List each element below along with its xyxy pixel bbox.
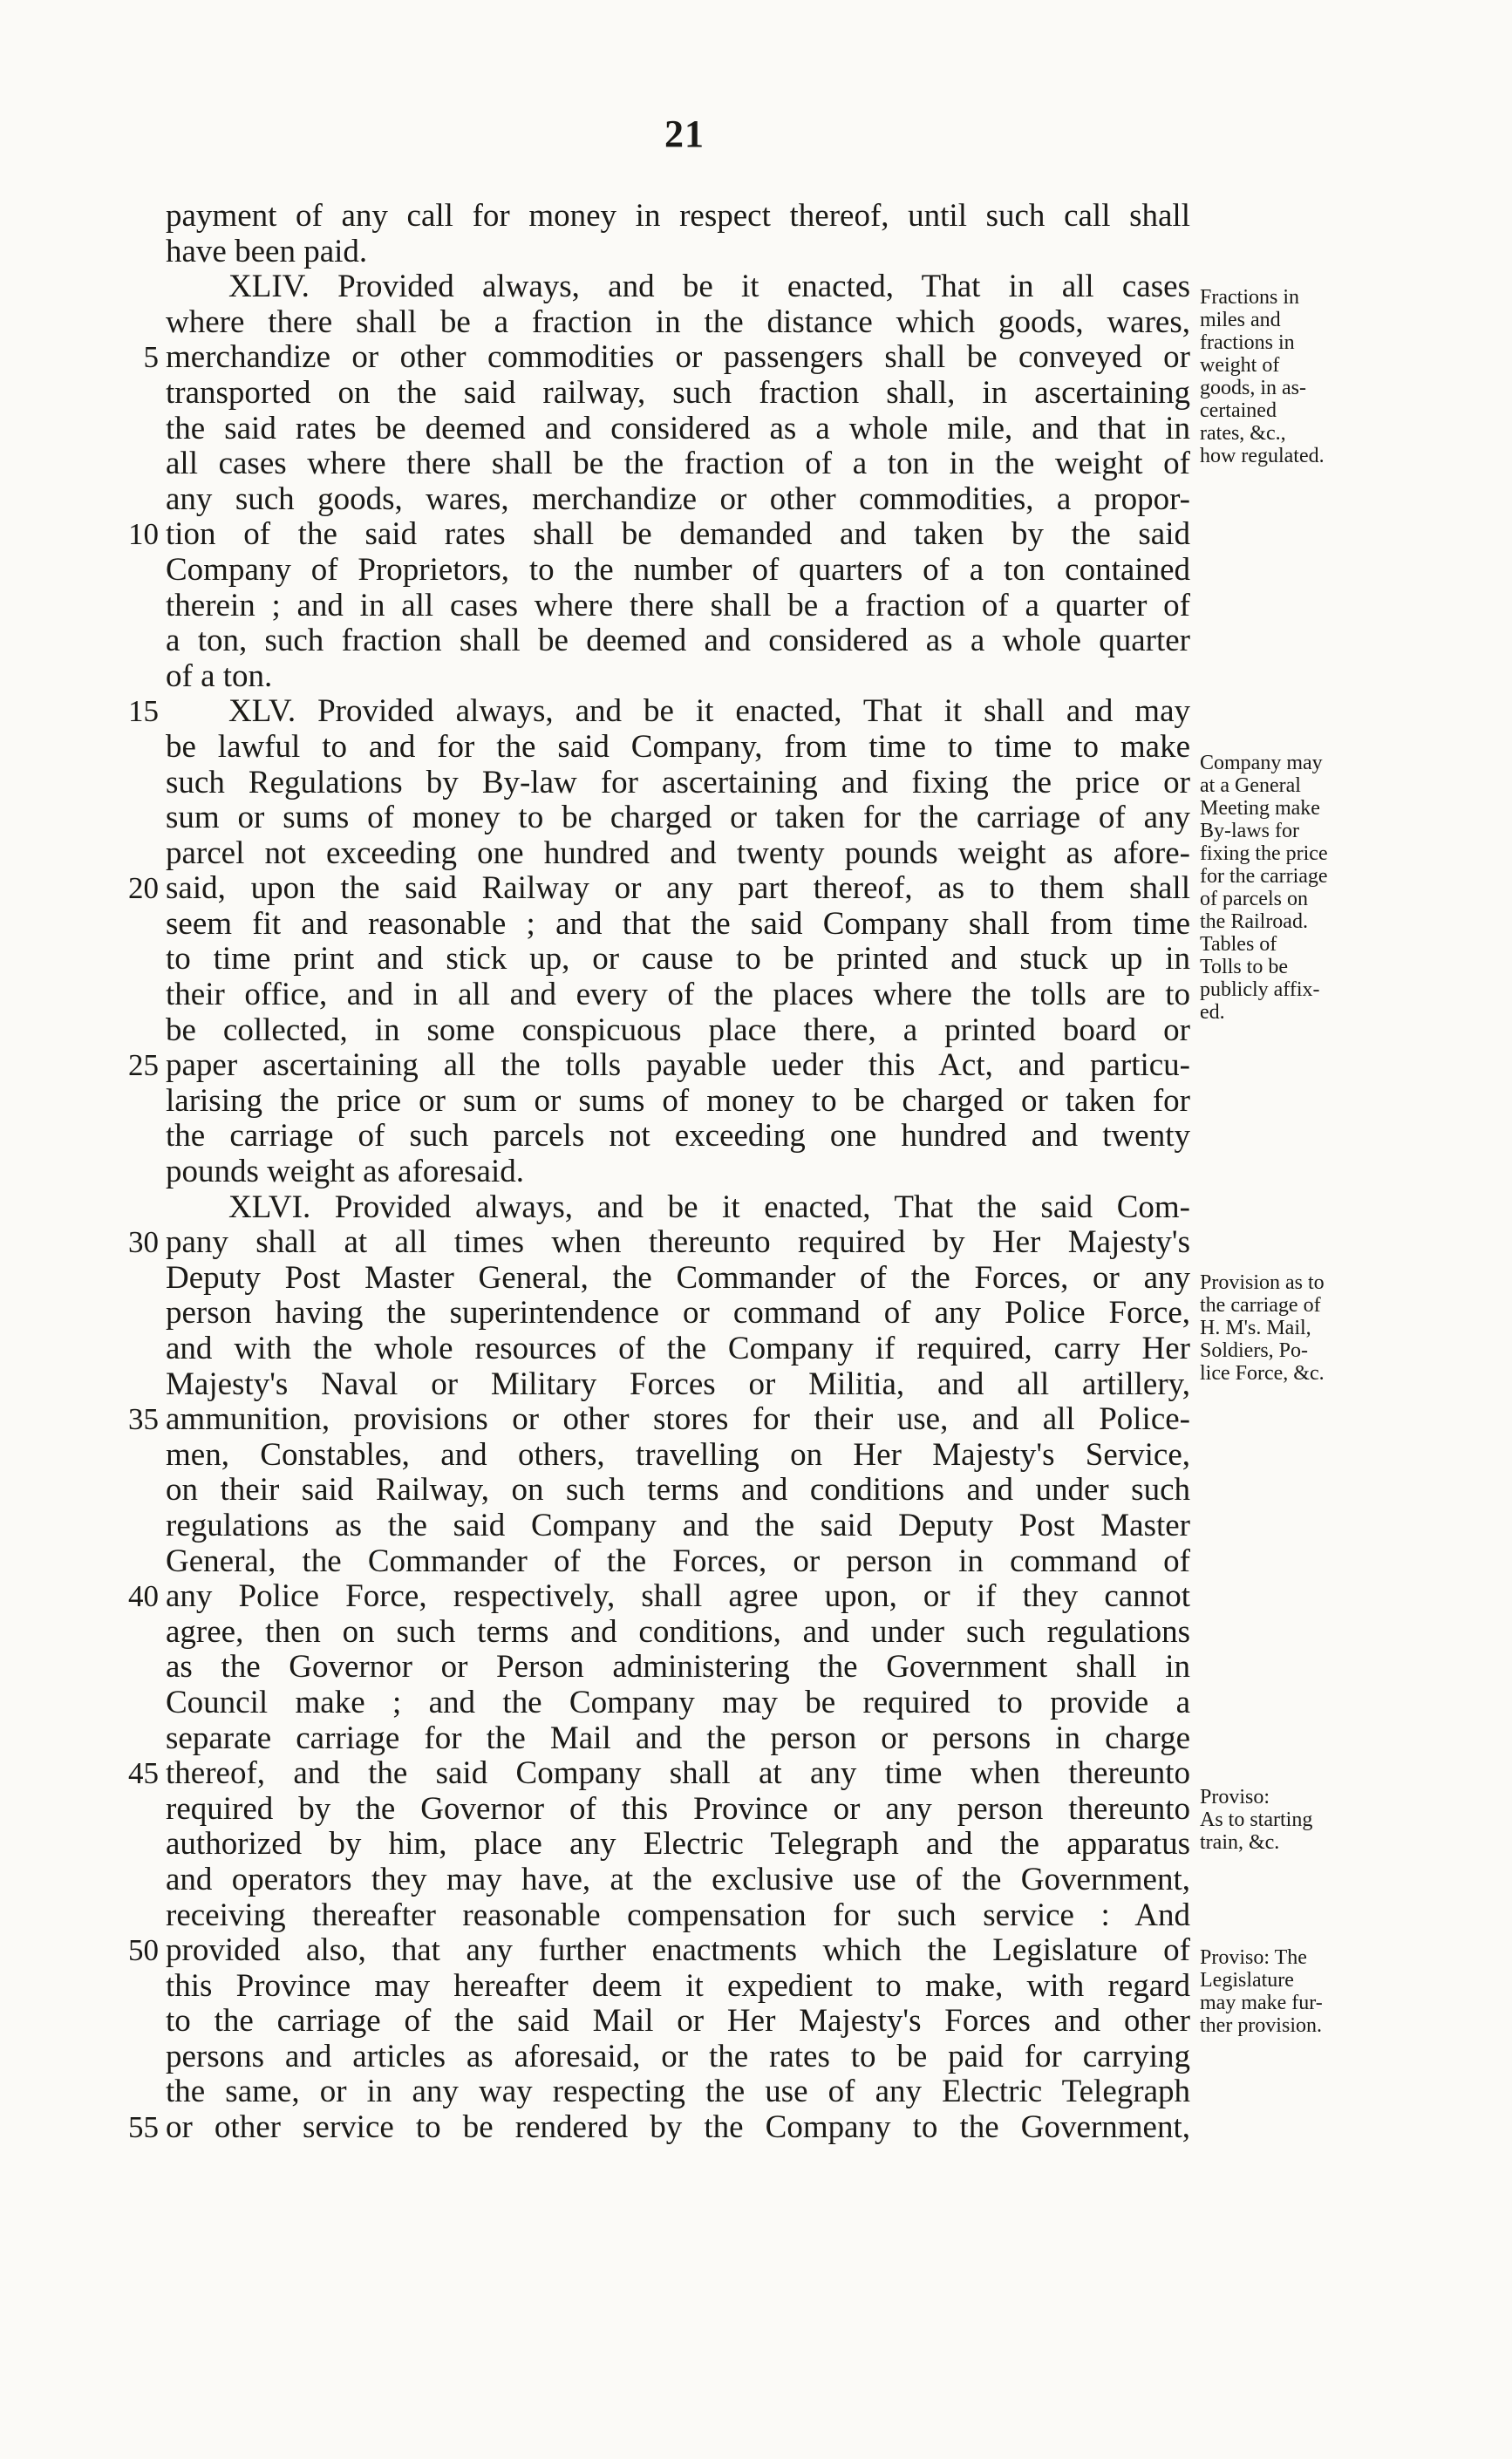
line-text: Majesty's Naval or Military Forces or Militia, and all artillery, — [166, 1366, 1190, 1402]
line-text: be collected, in some conspicuous place there, a printed board or — [166, 1012, 1190, 1048]
line-text: any Police Force, respectively, shall agree upon, or if they cannot — [166, 1578, 1190, 1615]
text-line — [166, 553, 1190, 589]
line-text: pany shall at all times when thereunto required by Her Majesty's — [166, 1224, 1190, 1261]
line-text: larising the price or sum or sums of money to be charged or taken for — [166, 1082, 1190, 1119]
line-text: have been paid. — [166, 233, 368, 269]
line-text: Company of Proprietors, to the number of quarters of a ton contained — [166, 551, 1190, 588]
text-line — [166, 1438, 1190, 1474]
text-line — [143, 339, 1190, 376]
line-text: seem fit and reasonable ; and that the said Company shall from time — [166, 905, 1190, 942]
text-line — [166, 2040, 1190, 2075]
text-line — [166, 800, 1190, 836]
text-line — [166, 1013, 1190, 1049]
margin-note-line: Fractions in — [1200, 286, 1299, 309]
margin-note-line: Soldiers, Po- — [1200, 1339, 1309, 1362]
margin-note-line: Proviso: The — [1200, 1946, 1307, 1969]
text-line — [166, 1721, 1190, 1757]
line-text: of a ton. — [166, 657, 273, 694]
margin-note-line: fixing the price — [1200, 842, 1328, 865]
margin-note-line: H. M's. Mail, — [1200, 1317, 1311, 1339]
line-text: therein ; and in all cases where there shall be a fraction of a quarter of — [166, 587, 1190, 623]
line-text: and with the whole resources of the Company if required, carry Her — [166, 1331, 1190, 1366]
body-text — [128, 198, 1190, 2146]
line-text: person having the superintendence or command of any Police Force, — [166, 1295, 1190, 1332]
text-line — [166, 2074, 1190, 2110]
text-line — [166, 942, 1190, 977]
line-text: XLIV. Provided always, and be it enacted, That in all cases — [228, 269, 1190, 305]
margin-note-line: the Railroad. — [1200, 910, 1308, 933]
line-text: persons and articles as aforesaid, or the rates to be paid for carrying — [166, 2038, 1190, 2074]
text-line — [166, 659, 1190, 695]
line-text: all cases where there shall be the fraction of a ton in the weight of — [166, 446, 1190, 482]
text-line — [128, 1224, 1190, 1261]
text-line — [128, 2109, 1190, 2146]
line-text: Council make ; and the Company may be required to provide a — [166, 1684, 1190, 1720]
margin-note-line: Proviso: — [1200, 1786, 1270, 1808]
text-line — [166, 1898, 1190, 1934]
text-line — [128, 1932, 1190, 1969]
margin-note-line: Tables of — [1200, 933, 1277, 956]
line-text: authorized by him, place any Electric Telegraph and the apparatus — [166, 1826, 1190, 1863]
line-text: XLVI. Provided always, and be it enacted, That the said Com- — [228, 1189, 1190, 1225]
line-text: any such goods, wares, merchandize or other commodities, a propor- — [166, 480, 1190, 517]
line-text: receiving thereafter reasonable compensation for such service : And — [166, 1897, 1190, 1933]
line-number: 30 — [128, 1225, 159, 1260]
margin-note-line: the carriage of — [1200, 1294, 1321, 1317]
line-text: transported on the said railway, such fraction shall, in ascertaining — [166, 374, 1190, 411]
text-line — [166, 1119, 1190, 1155]
margin-note-line: ed. — [1200, 1001, 1225, 1024]
text-line — [166, 446, 1190, 482]
line-text: where there shall be a fraction in the distance which goods, wares, — [166, 303, 1190, 340]
text-line — [128, 1401, 1190, 1438]
text-line — [166, 1863, 1190, 1898]
margin-note-line: ther provision. — [1200, 2014, 1322, 2037]
margin-note-line: how regulated. — [1200, 445, 1325, 467]
margin-note-line: train, &c. — [1200, 1831, 1280, 1854]
margin-note-line: Legislature — [1200, 1969, 1294, 1992]
text-line — [128, 1578, 1190, 1615]
margin-note-line: fractions in — [1200, 331, 1295, 354]
line-text: separate carriage for the Mail and the person or persons in charge — [166, 1720, 1190, 1756]
line-text: Deputy Post Master General, the Commander of the Forces, or any — [166, 1259, 1190, 1296]
page-number: 21 — [664, 112, 705, 155]
line-number: 35 — [128, 1402, 159, 1437]
text-line — [166, 305, 1190, 341]
text-line — [166, 1296, 1190, 1332]
margin-note-line: goods, in as- — [1200, 377, 1306, 399]
text-line — [128, 516, 1190, 553]
line-text: pounds weight as aforesaid. — [166, 1154, 525, 1190]
line-text: or other service to be rendered by the Company to the Government, — [166, 2109, 1190, 2146]
line-text: a ton, such fraction shall be deemed and considered as a whole quarter — [166, 623, 1190, 659]
text-line — [166, 1544, 1190, 1580]
text-line — [166, 2004, 1190, 2040]
text-line — [166, 1509, 1190, 1544]
line-text: sum or sums of money to be charged or taken for the carriage of any — [166, 800, 1190, 836]
text-line — [166, 482, 1190, 518]
line-text: said, upon the said Railway or any part thereof, as to them shall — [166, 870, 1190, 907]
line-text: as the Governor or Person administering the Government shall in — [166, 1649, 1190, 1686]
margin-note — [1200, 752, 1374, 1024]
line-text: agree, then on such terms and conditions, and under such regulations — [166, 1613, 1190, 1650]
text-line — [166, 1190, 1190, 1226]
line-text: be lawful to and for the said Company, from time to time to make — [166, 728, 1190, 765]
text-line — [166, 1615, 1190, 1651]
line-text: required by the Governor of this Province or any person thereunto — [166, 1790, 1190, 1827]
margin-note-line: As to starting — [1200, 1808, 1313, 1831]
line-text: ammunition, provisions or other stores for their use, and all Police- — [166, 1401, 1190, 1438]
line-text: to the carriage of the said Mail or Her Majesty's Forces and other — [166, 2003, 1190, 2040]
line-number: 10 — [128, 517, 159, 552]
text-line — [166, 1261, 1190, 1297]
line-number: 15 — [128, 694, 159, 729]
text-line — [166, 235, 1190, 270]
text-line — [166, 412, 1190, 447]
text-line — [166, 1473, 1190, 1509]
text-line — [128, 693, 1190, 730]
margin-note-line: Company may — [1200, 752, 1323, 774]
margin-note-line: rates, &c., — [1200, 422, 1286, 445]
text-line — [166, 589, 1190, 624]
text-line — [166, 1827, 1190, 1863]
line-text: parcel not exceeding one hundred and twenty pounds weight as afore- — [166, 834, 1190, 871]
margin-note-line: weight of — [1200, 354, 1280, 377]
margin-note-line: Provision as to — [1200, 1271, 1325, 1294]
text-line — [166, 836, 1190, 872]
margin-note-line: By-laws for — [1200, 820, 1299, 842]
line-text: to time print and stick up, or cause to be printed and stuck up in — [166, 941, 1190, 977]
line-number: 50 — [128, 1933, 159, 1968]
line-text: their office, and in all and every of the places where the tolls are to — [166, 977, 1190, 1013]
line-number: 5 — [143, 340, 159, 375]
text-line — [166, 1367, 1190, 1403]
line-text: tion of the said rates shall be demanded and taken by the said — [166, 516, 1190, 553]
line-text: provided also, that any further enactments which the Legislature of — [166, 1932, 1190, 1969]
line-text: thereof, and the said Company shall at any time when thereunto — [166, 1755, 1190, 1792]
line-text: merchandize or other commodities or passengers shall be conveyed or — [166, 339, 1190, 376]
margin-note-line: may make fur- — [1200, 1992, 1323, 2014]
margin-note — [1200, 1946, 1374, 2037]
line-number: 25 — [128, 1048, 159, 1083]
line-number: 40 — [128, 1579, 159, 1614]
text-line — [166, 907, 1190, 943]
line-text: paper ascertaining all the tolls payable ueder this Act, and particu- — [166, 1047, 1190, 1084]
line-text: on their said Railway, on such terms and conditions and under such — [166, 1472, 1190, 1509]
text-line — [166, 1084, 1190, 1120]
margin-note-line: lice Force, &c. — [1200, 1362, 1325, 1385]
margin-note-line: publicly affix- — [1200, 978, 1320, 1001]
line-text: XLV. Provided always, and be it enacted, That it shall and may — [228, 693, 1190, 730]
line-number: 45 — [128, 1756, 159, 1791]
line-number: 55 — [128, 2110, 159, 2145]
text-line — [128, 870, 1190, 907]
text-line — [128, 1755, 1190, 1792]
margin-note-line: Meeting make — [1200, 797, 1320, 820]
line-text: payment of any call for money in respect thereof, until such call shall — [166, 198, 1190, 234]
line-text: this Province may hereafter deem it expedient to make, with regard — [166, 1967, 1190, 2004]
line-text: General, the Commander of the Forces, or person in command of — [166, 1543, 1190, 1579]
line-text: regulations as the said Company and the said Deputy Post Master — [166, 1507, 1190, 1543]
line-number: 20 — [128, 871, 159, 906]
text-line — [128, 1047, 1190, 1084]
line-text: such Regulations by By-law for ascertaining and fixing the price or — [166, 764, 1190, 800]
text-line — [166, 1650, 1190, 1686]
text-line — [166, 1792, 1190, 1828]
text-line — [166, 199, 1190, 235]
text-line — [166, 730, 1190, 766]
line-text: the same, or in any way respecting the use of any Electric Telegraph — [166, 2074, 1190, 2110]
text-line — [166, 1155, 1190, 1190]
text-line — [166, 623, 1190, 659]
margin-note-line: of parcels on — [1200, 888, 1308, 910]
margin-note-line: at a General — [1200, 774, 1301, 797]
margin-note-line: miles and — [1200, 309, 1281, 331]
text-line — [166, 1969, 1190, 2005]
margin-note-line: for the carriage — [1200, 865, 1328, 888]
margin-note — [1200, 1786, 1374, 1854]
text-line — [166, 766, 1190, 801]
text-line — [166, 376, 1190, 412]
text-line — [166, 977, 1190, 1013]
line-text: the carriage of such parcels not exceeding one hundred and twenty — [166, 1118, 1190, 1155]
margin-note — [1200, 286, 1374, 467]
text-line — [166, 1332, 1190, 1367]
line-text: and operators they may have, at the exclusive use of the Government, — [166, 1861, 1190, 1897]
margin-note-line: Tolls to be — [1200, 956, 1288, 978]
text-line — [166, 269, 1190, 305]
margin-note-line: certained — [1200, 399, 1277, 422]
text-line — [166, 1686, 1190, 1721]
line-text: men, Constables, and others, travelling on Her Majesty's Service, — [166, 1436, 1190, 1473]
margin-note — [1200, 1271, 1374, 1385]
line-text: the said rates be deemed and considered as a whole mile, and that in — [166, 410, 1190, 446]
